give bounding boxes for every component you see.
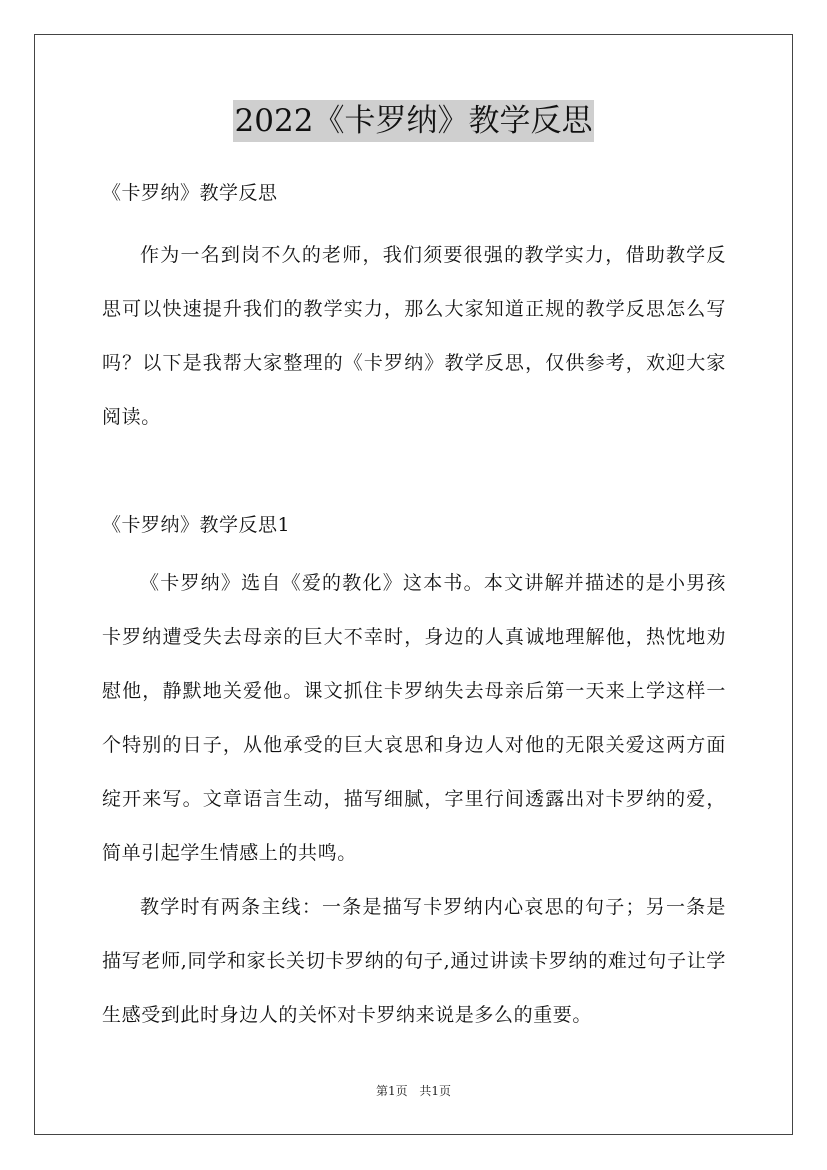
page-number: 第1页 [375,1084,408,1098]
section1-paragraph2: 教学时有两条主线：一条是描写卡罗纳内心哀思的句子；另一条是描写老师,同学和家长关切卡罗纳的句子,通过讲读卡罗纳的难过句子让学生感受到此时身边人的关怀对卡罗纳来说是多么的重要。 [102,896,726,1026]
page-footer [0,1082,827,1100]
page-total: 共1页 [419,1084,452,1098]
intro-heading: 《卡罗纳》教学反思 [102,182,278,204]
title-container [0,100,827,142]
document-title: 2022《卡罗纳》教学反思 [233,100,595,142]
intro-paragraph: 作为一名到岗不久的老师，我们须要很强的教学实力，借助教学反思可以快速提升我们的教学实力，那么大家知道正规的教学反思怎么写吗？以下是我帮大家整理的《卡罗纳》教学反思，仅供参考，欢迎大家阅读。 [102,244,726,428]
section1-heading: 《卡罗纳》教学反思1 [102,514,291,536]
document-body [102,172,726,1042]
section1-paragraph1: 《卡罗纳》选自《爱的教化》这本书。本文讲解并描述的是小男孩卡罗纳遭受失去母亲的巨大不幸时，身边的人真诚地理解他，热忱地劝慰他，静默地关爱他。课文抓住卡罗纳失去母亲后第一天来上学这样一个特别的日子，从他承受的巨大哀思和身边人对他的无限关爱这两方面绽开来写。文章语言生动，描写细腻，字里行间透露出对卡罗纳的爱，简单引起学生情感上的共鸣。 [102,572,726,864]
